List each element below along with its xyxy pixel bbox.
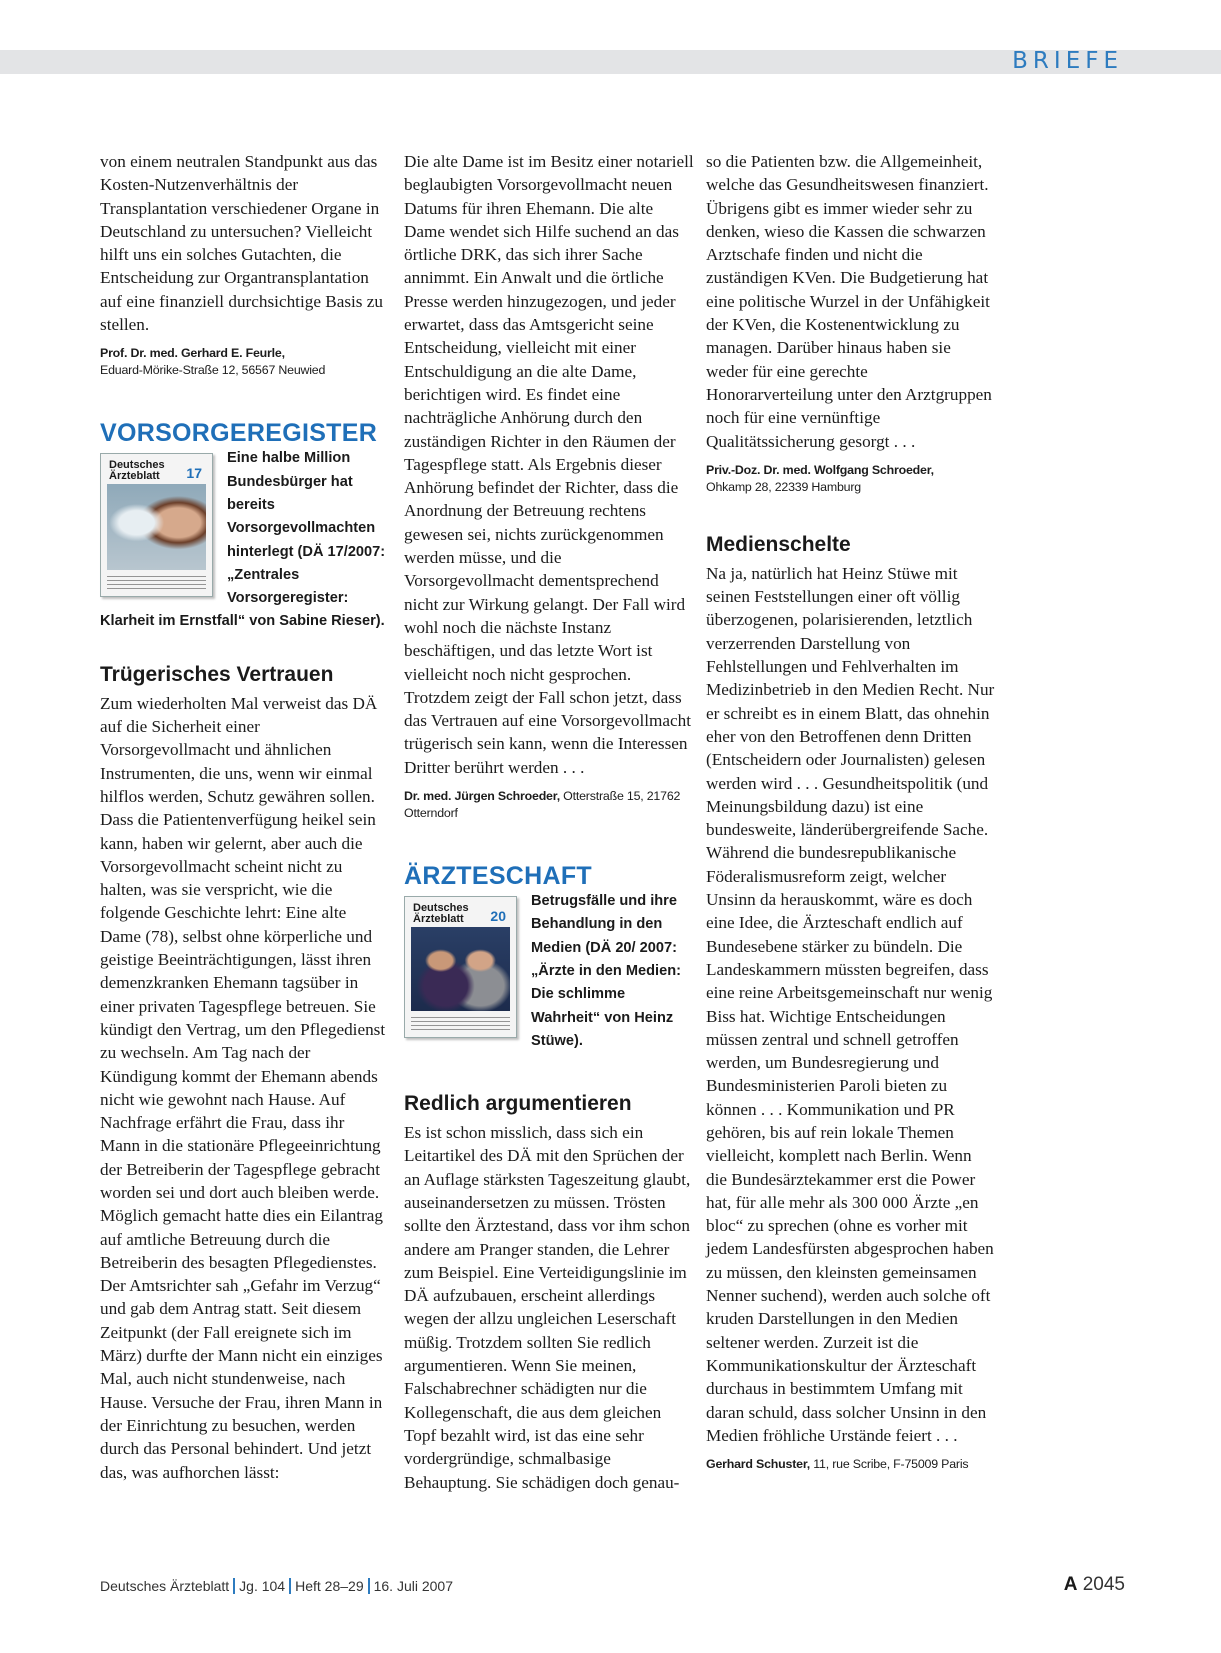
cover-text-lines (107, 576, 206, 590)
footer-volume: Jg. 104 (239, 1578, 286, 1594)
column-1 (100, 150, 388, 1484)
page-number (1064, 1574, 1125, 1596)
cover-issue-number: 17 (186, 465, 202, 482)
letter-body-text: Die alte Dame ist im Besitz einer notariell beglaubigten Vorsorgevollmacht neuen Datums für ihren Ehemann. Die alte Dame wendet sich Hilfe suchend an das örtliche DRK, das sich ihrer Sache annimmt. Ein Anwalt und die örtliche Presse werden hinzugezogen, und jeder erwartet, dass das Amtsgericht seine Entscheidung, vielleicht mit einer Entschuldigung an die alte Dame, berichtigen wird. Es findet eine nachträgliche Anhörung durch den zuständigen Richter in den Räumen der Tagespflege statt. Als Ergebnis dieser Anhörung befindet der Richter, dass die Anordnung der Betreuung rechtens gewesen sei, nichts zurückgenommen werden müsse, und die Vorsorgevollmacht dementsprechend nicht zur Wirkung gelangt. Der Fall wird wohl noch die nächste Instanz beschäftigen, und das letzte Wort ist vielleicht noch nicht gesprochen. Trotzdem zeigt der Fall schon jetzt, dass das Vertrauen auf eine Vorsorgevollmacht trügerisch sein kann, wenn die Interessen Dritter berührt werden . . . (404, 152, 694, 777)
signature-name: Prof. Dr. med. Gerhard E. Feurle, (100, 346, 285, 361)
reference-text: Betrugsfälle und ihre Behandlung in den Medien (DÄ 20/ 2007: „Ärzte in den Medien: Die schlimme Wahrheit“ von Heinz Stüwe). (531, 893, 681, 1049)
column-3 (706, 150, 996, 1473)
footer-issue: Heft 28–29 (295, 1578, 364, 1594)
signature-address: Otterstraße 15, 21762 Otterndorf (404, 789, 681, 821)
letter-body-text: Na ja, natürlich hat Heinz Stüwe mit seinen Feststellungen einer oft völlig überzogenen, polarisierenden, letztlich verzerrenden Darstellung von Fehlstellungen und Fehlverhalten im Medizinbetrieb in den Medien Recht. Nur er schreibt es in einem Blatt, das ohnehin eher von den Betroffenen denn Dritten (Entscheidern oder Journalisten) gelesen werden wird . . . Gesundheitspolitik (und Meinungsbildung dazu) ist eine bundesweite, länderübergreifende Sache. Während die bundesrepublikanische Föderalismusreform zeigt, welcher Unsinn da herauskommt, wäre es doch eine Idee, die Ärzteschaft endlich auf Bundesebene stärker zu bündeln. Die Landeskammern müssten begreifen, dass eine reine Arbeitsgemeinschaft nur wenig Biss hat. Wichtige Entscheidungen müssen zentral und schnell getroffen werden, um Bundesregierung und Bundesministerien Paroli bieten zu können . . . Kommunikation und PR gehören, bis auf rein lokale Themen vielleicht, komplett nach Berlin. Wenn die Bundesärztekammer erst die Power hat, für alle mehr als 300 000 Ärzte „en bloc“ zu sprechen (ohne es vorher mit jedem Landesfürsten abgesprochen haben zu müssen, den kleinsten gemeinsamen Nenner suchend), werden auch solche oft kruden Darstellungen in den Medien seltener werden. Zurzeit ist die Kommunikationskultur der Ärzteschaft durchaus in bestimmtem Umfang mit daran schuld, dass solcher Unsinn in den Medien fröhliche Urstände feiert . . . (706, 563, 995, 1445)
magazine-cover-thumbnail (404, 896, 517, 1038)
signature-address: Eduard-Mörike-Straße 12, 56567 Neuwied (100, 363, 326, 378)
signature-name: Gerhard Schuster, (706, 1457, 811, 1472)
reference-block (404, 890, 694, 1053)
letter-headline: Trügerisches Vertrauen (100, 662, 334, 686)
footer-separator (368, 1578, 370, 1594)
signature-name: Dr. med. Jürgen Schroeder, (404, 789, 560, 804)
cover-photo (411, 927, 510, 1011)
footer-date: 16. Juli 2007 (373, 1578, 454, 1594)
rubric-heading: ÄRZTESCHAFT (404, 862, 593, 891)
column-2 (404, 150, 694, 1494)
letter-signature (706, 462, 996, 496)
letter-headline: Redlich argumentieren (404, 1092, 632, 1116)
footer-separator (233, 1578, 235, 1594)
reference-block (100, 447, 388, 633)
reference-text: Eine halbe Million Bundesbürger hat bereits Vorsorgevollmachten hinterlegt (DÄ 17/2007: „Zentrales Vorsorgeregister: Klarheit im Ernstfall“ von Sabine Rieser). (100, 450, 386, 630)
letter-body-text: so die Patienten bzw. die Allgemeinheit, welche das Gesundheitswesen finanziert. Übrigens gibt es immer wieder sehr zu denken, wieso die Kassen die schwarzen Arztschafe finden und nicht die zuständigen KVen. Die Budgetierung hat eine politische Wurzel in der Unfähigkeit der KVen, die Kostenentwicklung zu managen. Darüber hinaus haben sie weder für eine gerechte Honorarverteilung unter den Arztgruppen noch für eine vernünftige Qualitätssicherung gesorgt . . . (706, 152, 992, 451)
signature-address: Ohkamp 28, 22339 Hamburg (706, 479, 861, 494)
letter-body-text: Zum wiederholten Mal verweist das DÄ auf die Sicherheit einer Vorsorgevollmacht und ähnlichen Instrumenten, die uns, wenn wir einmal hilflos werden, Schutz gewähren sollen. Dass die Patientenverfügung heikel sein kann, haben wir gelernt, aber auch die Vorsorgevollmacht scheint nicht zu halten, was sie verspricht, wie die folgende Geschichte lehrt: Eine alte Dame (78), selbst ohne körperliche und geistige Beeinträchtigungen, lässt ihren demenzkranken Ehemann tagsüber in einer privaten Tagespflege betreuen. Sie kündigt den Vertrag, um den Pflegedienst zu wechseln. Am Tag nach der Kündigung kommt der Ehemann abends nicht wie gewohnt nach Hause. Auf Nachfrage erfährt die Frau, dass ihr Mann in die stationäre Pflegeeinrichtung der Betreiberin der Tagespflege gebracht worden sei und dort auch bleiben werde. Möglich gemacht hatte dies ein Eilantrag auf amtliche Betreuung durch die Betreiberin des besagten Pflegedienstes. Der Amtsrichter sah „Gefahr im Verzug“ und gab dem Antrag statt. Seit diesem Zeitpunkt (der Fall ereignete sich im März) durfte der Mann nicht ein einziges Mal, auch nicht stundenweise, nach Hause. Versuche der Frau, ihren Mann in der Einrichtung zu besuchen, werden durch das Personal behindert. Und jetzt das, was aufhorchen lässt: (100, 693, 386, 1482)
page-number-value: 2045 (1082, 1574, 1125, 1595)
footer-journal: Deutsches Ärzteblatt (100, 1578, 230, 1594)
letter-signature (100, 345, 388, 379)
cover-masthead: Deutsches Ärzteblatt (109, 459, 165, 483)
page-footer (100, 1578, 453, 1594)
signature-name: Priv.-Doz. Dr. med. Wolfgang Schroeder, (706, 462, 934, 477)
cover-masthead: Deutsches Ärzteblatt (413, 902, 469, 926)
section-label: BRIEFE (1012, 48, 1123, 74)
cover-issue-number: 20 (490, 908, 506, 925)
letter-signature (404, 788, 694, 822)
letter-headline: Medienschelte (706, 532, 851, 556)
rubric-heading: VORSORGEREGISTER (100, 419, 378, 448)
letter-signature (706, 1456, 996, 1473)
cover-photo (107, 484, 206, 570)
cover-text-lines (411, 1017, 510, 1031)
page-prefix: A (1063, 1574, 1078, 1595)
letter-continuation-text: von einem neutralen Standpunkt aus das Kosten-Nutzenverhältnis der Transplantation verschiedener Organe in Deutschland zu untersuchen? Vielleicht hilft uns ein solches Gutachten, die Entscheidung zur Organtransplantation auf eine finanziell durchsichtige Basis zu stellen. (100, 152, 384, 335)
footer-separator (289, 1578, 291, 1594)
magazine-cover-thumbnail (100, 453, 213, 597)
letter-body-text: Es ist schon misslich, dass sich ein Leitartikel des DÄ mit den Sprüchen der an Auflage stärksten Tageszeitung glaubt, auseinandersetzen zu müssen. Trösten sollte den Ärztestand, dass vor ihm schon andere am Pranger standen, die Lehrer zum Beispiel. Eine Verteidigungslinie im DÄ aufzubauen, erscheint allerdings wegen der allzu ungleichen Leserschaft müßig. Trotzdem sollten Sie redlich argumentieren. Wenn Sie meinen, Falschabrechner schädigten nur die Kollegenschaft, die aus dem gleichen Topf bezahlt wird, ist das eine sehr vordergründige, schmalbasige Behauptung. Sie schädigen doch genau- (404, 1123, 691, 1492)
signature-address: 11, rue Scribe, F-75009 Paris (810, 1457, 969, 1472)
